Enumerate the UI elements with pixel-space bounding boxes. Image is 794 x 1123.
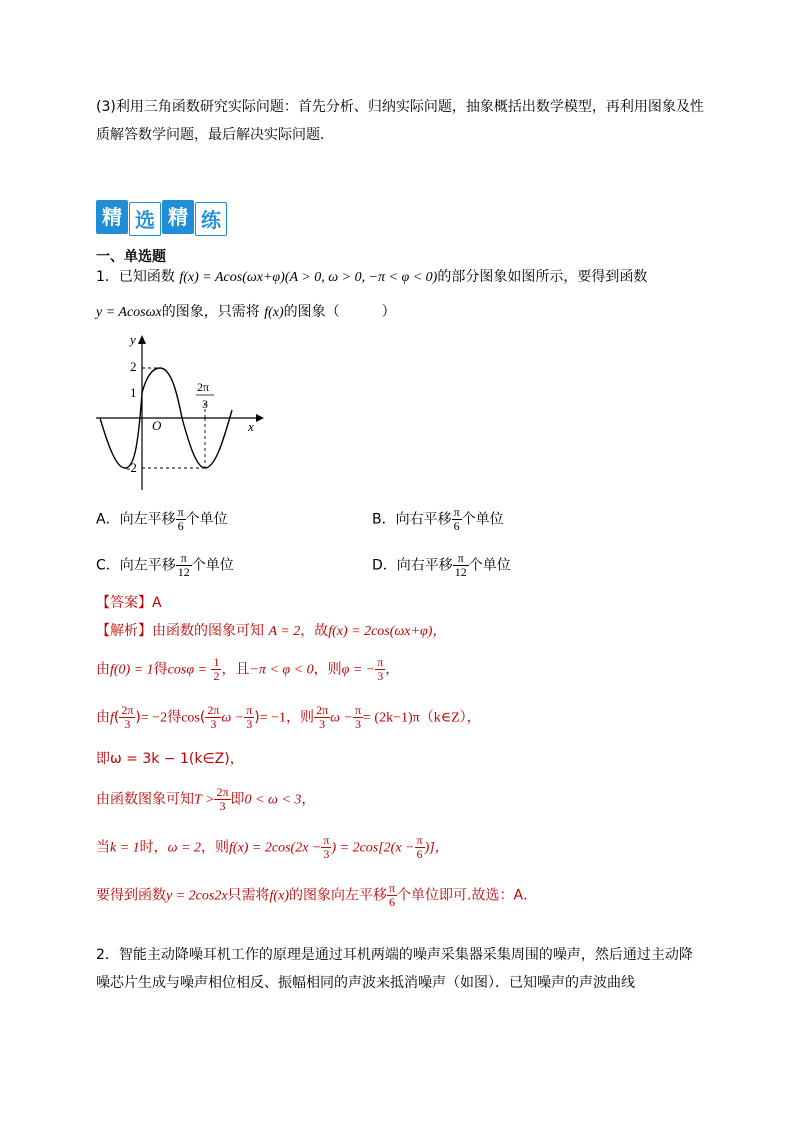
option-a-frac: $\frac{\pi}{6}$ <box>177 505 184 533</box>
y-axis-label: y <box>130 332 136 347</box>
option-a[interactable] <box>96 506 228 533</box>
option-d-pre: D．向右平移 <box>372 557 453 574</box>
origin-label: O <box>152 418 162 433</box>
badge-char-3: 精 <box>162 200 194 234</box>
x-axis-arrow <box>256 414 264 422</box>
section-heading: 一、单选题 <box>96 249 166 265</box>
option-b-frac: $\frac{\pi}{6}$ <box>453 505 460 533</box>
q1-stem-d: 的图象（ ） <box>283 304 396 320</box>
option-a-post: 个单位 <box>185 511 228 528</box>
q1-stem-b: 的部分图象如图所示，要得到函数 <box>437 269 648 285</box>
option-a-pre: A．向左平移 <box>96 511 176 528</box>
badge-char-2: 选 <box>129 202 161 236</box>
analysis-line-3: 由f( $\frac{2\pi}{3}$ )= −2得cos( $\frac{2\pi}{3}$ ω − $\frac{\pi}{3}$ )= −1，则 $\frac{2\pi}{3}$ ω − $\frac{\pi}{3}$ = (2k−1)π（k∈Z）， <box>96 703 481 731</box>
q1-function: f(x) = Acos(ωx+φ)(A > 0, ω > 0, −π < φ < 0) <box>179 270 438 285</box>
option-b-post: 个单位 <box>461 511 504 528</box>
option-c[interactable] <box>96 552 234 579</box>
mark-numerator: 2π <box>197 380 210 394</box>
y-axis-arrow <box>138 335 146 344</box>
analysis-line-7: 要得到函数y = 2cos2x只需将f(x)的图象向左平移 $\frac{\pi}{6}$ 个单位即可.故选：A． <box>96 881 538 909</box>
tick-label-2: 2 <box>130 359 137 374</box>
analysis-line-6: 当k = 1时，ω = 2，则f(x) = 2cos(2x − $\frac{\pi}{3}$ ) = 2cos[2(x − $\frac{\pi}{6}$ )]， <box>96 833 449 861</box>
analysis-line-2: 由f(0) = 1得cosφ = $\frac{1}{2}$ ，且−π < φ < 0，则φ = − $\frac{\pi}{3}$ ， <box>96 655 400 683</box>
tick-label-1: 1 <box>130 385 137 400</box>
q1-stem-line-2 <box>96 301 396 321</box>
option-d-frac: $\frac{\pi}{12}$ <box>454 551 467 579</box>
option-c-pre: C．向左平移 <box>96 557 176 574</box>
badge-char-4: 练 <box>195 202 227 236</box>
q1-fx: f(x) <box>264 305 284 320</box>
intro-line-1: (3)利用三角函数研究实际问题：首先分析、归纳实际问题，抽象概括出数学模型，再利用图象及性 <box>96 99 704 115</box>
intro-line-2: 质解答数学问题，最后解决实际问题． <box>96 127 334 143</box>
badge-char-1: 精 <box>96 200 128 234</box>
q1-stem-c: 的图象，只需将 <box>161 304 260 320</box>
q1-target-function: y = Acosωx <box>96 305 162 320</box>
option-c-post: 个单位 <box>191 557 234 574</box>
mark-denominator: 3 <box>202 397 208 411</box>
tick-label-neg2: -2 <box>126 460 137 475</box>
q1-stem-a: 已知函数 <box>118 269 175 285</box>
option-c-frac: $\frac{\pi}{12}$ <box>177 551 190 579</box>
q1-graph <box>90 330 270 495</box>
option-b-pre: B．向右平移 <box>372 511 452 528</box>
analysis-line-5: 由函数图象可知T > $\frac{2\pi}{3}$ 即0 < ω < 3， <box>96 785 316 813</box>
option-b[interactable] <box>372 506 504 533</box>
x-axis-label: x <box>248 419 254 434</box>
section-badge <box>96 200 228 236</box>
q1-number: 1． <box>96 269 119 285</box>
analysis-line-4: 即ω = 3k − 1(k∈Z)， <box>96 751 244 767</box>
answer: 【答案】A <box>96 595 162 611</box>
q2-line-2: 噪芯片生成与噪声相位相反、振幅相同的声波来抵消噪声（如图）．已知噪声的声波曲线 <box>96 975 635 991</box>
q2-line-1: 2．智能主动降噪耳机工作的原理是通过耳机两端的噪声采集器采集周围的噪声，然后通过主动降 <box>96 947 693 963</box>
option-d-post: 个单位 <box>468 557 511 574</box>
q1-stem-line-1 <box>96 266 647 286</box>
option-d[interactable] <box>372 552 511 579</box>
analysis-line-1: 【解析】由函数的图象可知 A = 2，故f(x) = 2cos(ωx+φ)， <box>96 623 447 639</box>
